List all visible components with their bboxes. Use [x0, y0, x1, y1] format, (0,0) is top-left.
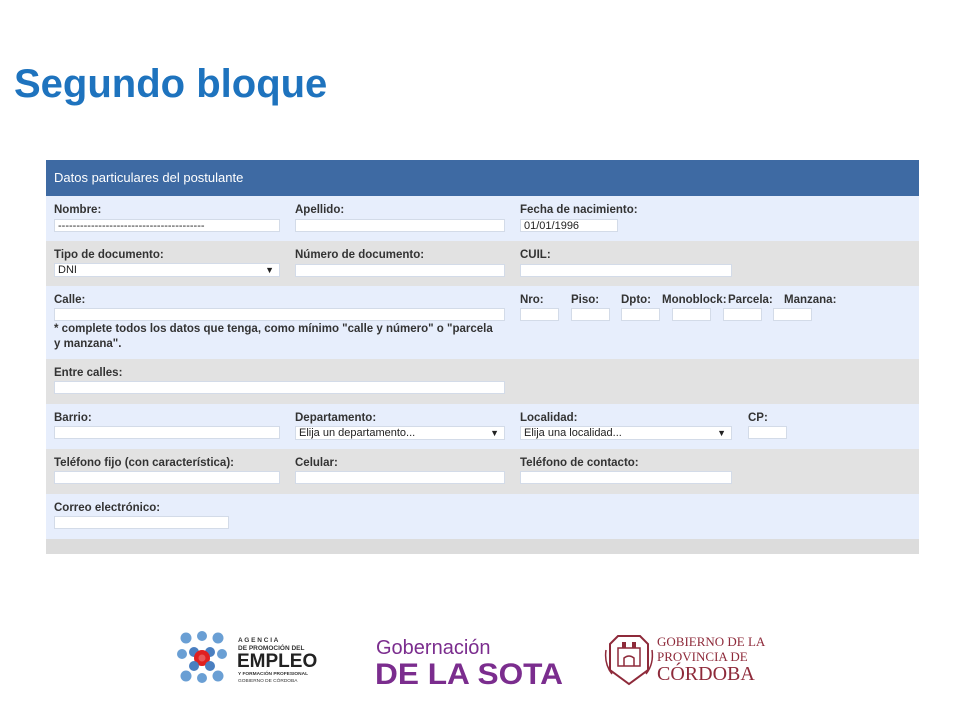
- dropdown-arrow-icon: ▼: [265, 265, 274, 275]
- telefono-contacto-label: Teléfono de contacto:: [520, 457, 639, 469]
- correo-input[interactable]: [54, 516, 229, 529]
- address-note-line2: y manzana".: [54, 338, 122, 350]
- piso-input[interactable]: [571, 308, 610, 321]
- row-entre-calles: [46, 359, 919, 404]
- dropdown-arrow-icon: ▼: [717, 428, 726, 438]
- cp-label: CP:: [748, 412, 768, 424]
- row-calle: [46, 286, 919, 359]
- gobernacion-line2: DE LA SOTA: [375, 658, 563, 688]
- agencia-line2: DE PROMOCIÓN DEL: [238, 645, 305, 652]
- row-telefonos: [46, 449, 919, 494]
- fecha-nacimiento-input[interactable]: 01/01/1996: [520, 219, 618, 232]
- calle-label: Calle:: [54, 294, 86, 306]
- agencia-line1: A G E N C I A: [238, 637, 279, 644]
- parcela-input[interactable]: [723, 308, 762, 321]
- barrio-label: Barrio:: [54, 412, 92, 424]
- cp-input[interactable]: [748, 426, 787, 439]
- row-barrio: [46, 404, 919, 449]
- localidad-label: Localidad:: [520, 412, 578, 424]
- provincia-line2: PROVINCIA DE: [657, 649, 748, 664]
- calle-input[interactable]: [54, 308, 505, 321]
- nro-input[interactable]: [520, 308, 559, 321]
- correo-label: Correo electrónico:: [54, 502, 161, 514]
- dropdown-arrow-icon: ▼: [490, 428, 499, 438]
- provincia-cordoba-logo: [604, 630, 776, 688]
- departamento-label: Departamento:: [295, 412, 377, 424]
- nro-label: Nro:: [520, 294, 544, 306]
- celular-input[interactable]: [295, 471, 505, 484]
- manzana-label: Manzana:: [784, 294, 837, 306]
- localidad-value: Elija una localidad...: [524, 427, 622, 439]
- numero-documento-input[interactable]: [295, 264, 505, 277]
- cuil-input[interactable]: [520, 264, 732, 277]
- row-correo: [46, 494, 919, 539]
- page-title: Segundo bloque: [14, 62, 328, 106]
- piso-label: Piso:: [571, 294, 600, 306]
- dot-cluster-logo: [177, 631, 227, 683]
- nombre-input[interactable]: ----------------------------------------: [54, 219, 280, 232]
- telefono-fijo-label: Teléfono fijo (con característica):: [54, 457, 234, 469]
- cuil-label: CUIL:: [520, 249, 551, 261]
- agencia-line3: EMPLEO: [237, 651, 318, 672]
- tipo-documento-value: DNI: [58, 264, 77, 276]
- apellido-label: Apellido:: [295, 204, 345, 216]
- applicant-form: [46, 160, 919, 554]
- footer-logos: [0, 628, 960, 692]
- monoblock-input[interactable]: [672, 308, 711, 321]
- gobernacion-logo: [374, 632, 568, 688]
- address-note-line1: * complete todos los datos que tenga, como mínimo "calle y número" o "parcela: [54, 323, 493, 335]
- coat-of-arms-seal: [606, 636, 653, 684]
- dpto-input[interactable]: [621, 308, 660, 321]
- celular-label: Celular:: [295, 457, 338, 469]
- telefono-contacto-input[interactable]: [520, 471, 732, 484]
- barrio-input[interactable]: [54, 426, 280, 439]
- address-note: [54, 322, 493, 352]
- provincia-line1: GOBIERNO DE LA: [657, 634, 766, 649]
- row-name: [46, 196, 919, 241]
- tipo-documento-select[interactable]: [54, 263, 280, 277]
- agencia-line5: GOBIERNO DE CÓRDOBA: [238, 679, 298, 684]
- gobernacion-line1: Gobernación: [376, 637, 491, 659]
- monoblock-label: Monoblock:: [662, 294, 727, 306]
- entre-calles-label: Entre calles:: [54, 367, 123, 379]
- nombre-label: Nombre:: [54, 204, 102, 216]
- entre-calles-input[interactable]: [54, 381, 505, 394]
- agencia-line4: Y FORMACIÓN PROFESIONAL: [238, 672, 309, 677]
- departamento-value: Elija un departamento...: [299, 427, 416, 439]
- apellido-input[interactable]: [295, 219, 505, 232]
- parcela-label: Parcela:: [728, 294, 773, 306]
- manzana-input[interactable]: [773, 308, 812, 321]
- numero-documento-label: Número de documento:: [295, 249, 425, 261]
- telefono-fijo-input[interactable]: [54, 471, 280, 484]
- row-documento: [46, 241, 919, 286]
- provincia-line3: CÓRDOBA: [657, 663, 755, 685]
- localidad-select[interactable]: [520, 426, 732, 440]
- fecha-nacimiento-label: Fecha de nacimiento:: [520, 204, 638, 216]
- agencia-empleo-logo: [176, 630, 318, 686]
- dpto-label: Dpto:: [621, 294, 652, 306]
- tipo-documento-label: Tipo de documento:: [54, 249, 164, 261]
- form-header: Datos particulares del postulante: [46, 160, 919, 196]
- departamento-select[interactable]: [295, 426, 505, 440]
- form-footer-bar: [46, 539, 919, 554]
